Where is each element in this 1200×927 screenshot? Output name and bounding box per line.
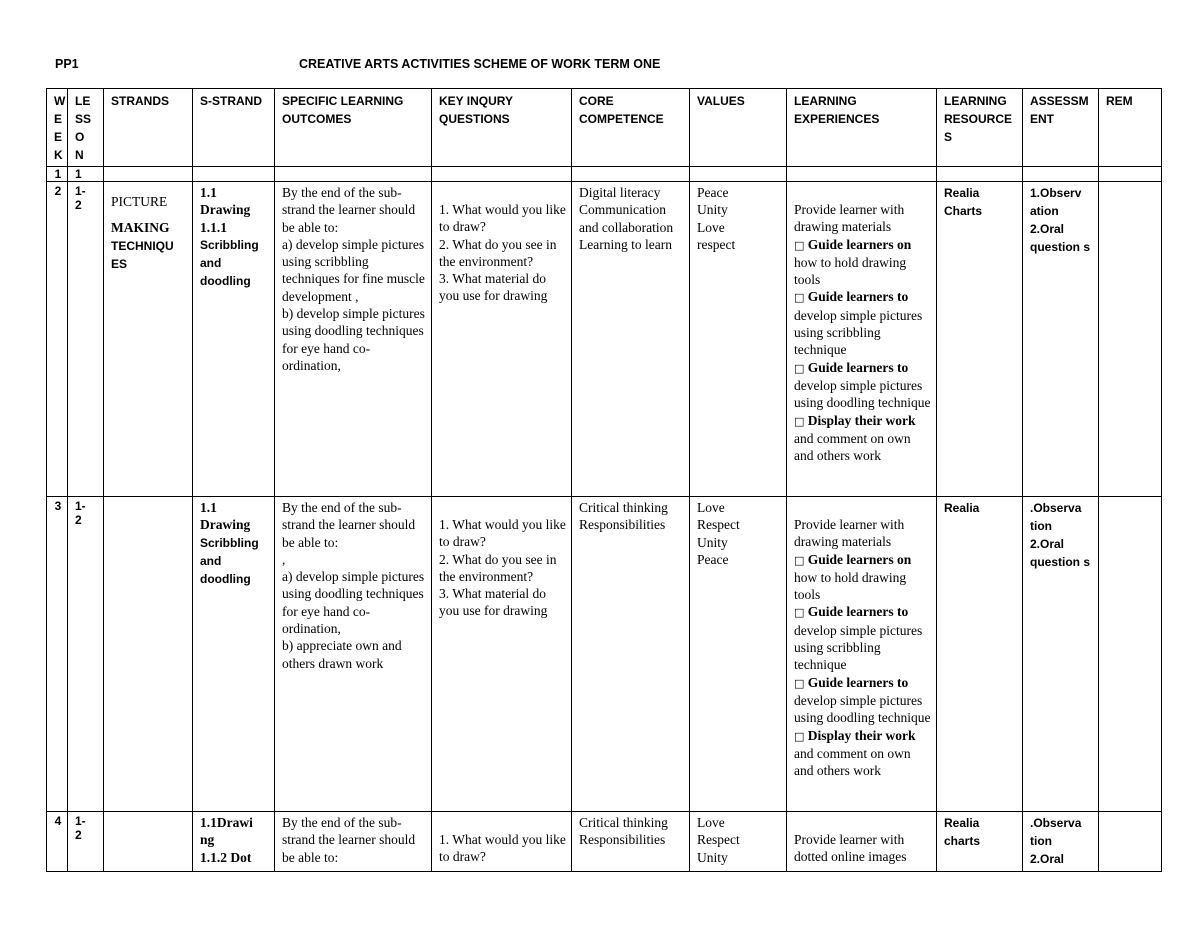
experience-item: □ Guide learners on how to hold drawing tools [794, 551, 912, 603]
col-header-resources: LEARNING RESOURCE S [937, 89, 1023, 167]
col-header-remarks: REM [1099, 89, 1162, 167]
outcomes-cell: By the end of the sub-strand the learner should be able to: , a) develop simple pictures using doodling techniques for eye hand co-ordination, b) appreciate own and others drawn work [275, 497, 432, 812]
questions-text: 1. What would you like to draw? [439, 832, 566, 865]
sub-strand-cell [193, 182, 275, 497]
outcomes-cell: By the end of the sub-strand the learner should be able to: a) develop simple pictures using scribbling techniques for fine muscle development , b) develop simple pictures using doodling techniques for eye hand co-ordination, [275, 182, 432, 497]
strand-text: TECHNIQU ES [111, 238, 174, 271]
class-label: PP1 [55, 57, 79, 71]
sub-strand-text: 1.1.2 Dot [200, 849, 252, 865]
checkbox-bullet-icon: □ [794, 291, 805, 305]
col-header-values: VALUES [690, 89, 787, 167]
experience-item: □ Guide learners on how to hold drawing tools [794, 236, 912, 288]
col-header-experiences: LEARNING EXPERIENCES [787, 89, 937, 167]
values-cell: Love Respect Unity Peace [690, 497, 787, 812]
assessment-cell: 1.Observ ation 2.Oral question s [1023, 182, 1099, 497]
experiences-cell [787, 167, 937, 182]
experience-intro: Provide learner with drawing materials [794, 517, 905, 550]
strand-text: PICTURE [111, 194, 168, 209]
col-header-sub-strand: S-STRAND [193, 89, 275, 167]
lesson-cell: 1- 2 [68, 497, 104, 812]
sub-strand-cell [193, 497, 275, 812]
questions-cell [432, 182, 572, 497]
col-header-questions: KEY INQURY QUESTIONS [432, 89, 572, 167]
resources-cell: Realia [937, 497, 1023, 812]
lesson-cell: 1 [68, 167, 104, 182]
remarks-cell [1099, 497, 1162, 812]
col-header-week: W E E K [47, 89, 68, 167]
table-row [47, 812, 1162, 872]
assessment-cell: .Observa tion 2.Oral question s [1023, 497, 1099, 812]
col-header-competence: CORE COMPETENCE [572, 89, 690, 167]
experiences-cell [787, 182, 937, 497]
scheme-of-work-table [46, 88, 1162, 872]
experience-intro: Provide learner with drawing materials [794, 202, 905, 235]
competence-cell: Digital literacy Communication and collaboration Learning to learn [572, 182, 690, 497]
week-cell: 3 [47, 497, 68, 812]
assessment-cell [1023, 167, 1099, 182]
competence-cell: Critical thinking Responsibilities [572, 812, 690, 872]
table-row [47, 182, 1162, 497]
experience-item: □ Display their work and comment on own and others work [794, 727, 916, 779]
sub-strand-cell [193, 167, 275, 182]
values-cell [690, 167, 787, 182]
col-header-lesson: LE SS O N [68, 89, 104, 167]
experiences-cell [787, 812, 937, 872]
checkbox-bullet-icon: □ [794, 361, 805, 375]
table-row [47, 497, 1162, 812]
col-header-outcomes: SPECIFIC LEARNING OUTCOMES [275, 89, 432, 167]
strand-cell [104, 812, 193, 872]
col-header-strands: STRANDS [104, 89, 193, 167]
competence-cell: Critical thinking Responsibilities [572, 497, 690, 812]
week-cell: 4 [47, 812, 68, 872]
sub-strand-title: 1.1Drawi ng [200, 815, 253, 848]
checkbox-bullet-icon: □ [794, 606, 805, 620]
values-cell: Peace Unity Love respect [690, 182, 787, 497]
strand-cell [104, 497, 193, 812]
experience-item: □ Guide learners to develop simple pictures using doodling technique [794, 359, 931, 411]
resources-cell: Realia Charts [937, 182, 1023, 497]
resources-cell [937, 167, 1023, 182]
col-header-assessment: ASSESSM ENT [1023, 89, 1099, 167]
experience-intro: Provide learner with dotted online images [794, 832, 907, 865]
outcomes-cell: By the end of the sub-strand the learner should be able to: [275, 812, 432, 872]
lesson-cell: 1- 2 [68, 812, 104, 872]
questions-text: 1. What would you like to draw? 2. What do you see in the environment? 3. What material do you use for drawing [439, 202, 566, 304]
sub-strand-title: 1.1 Drawing [200, 500, 251, 533]
checkbox-bullet-icon: □ [794, 238, 805, 252]
week-cell: 1 [47, 167, 68, 182]
competence-cell [572, 167, 690, 182]
remarks-cell [1099, 812, 1162, 872]
resources-cell: Realia charts [937, 812, 1023, 872]
sub-strand-text: Scribbling and doodling [200, 535, 259, 586]
header-row [47, 89, 1162, 167]
sub-strand-cell [193, 812, 275, 872]
questions-text: 1. What would you like to draw? 2. What do you see in the environment? 3. What material do you use for drawing [439, 517, 566, 619]
week-cell: 2 [47, 182, 68, 497]
strand-cell [104, 182, 193, 497]
experience-item: □ Guide learners to develop simple pictures using scribbling technique [794, 604, 923, 673]
checkbox-bullet-icon: □ [794, 729, 805, 743]
remarks-cell [1099, 167, 1162, 182]
remarks-cell [1099, 182, 1162, 497]
assessment-cell: .Observa tion 2.Oral [1023, 812, 1099, 872]
sub-strand-text: Scribbling and doodling [200, 237, 259, 288]
values-cell: Love Respect Unity [690, 812, 787, 872]
strand-text: MAKING [111, 220, 170, 236]
outcomes-cell [275, 167, 432, 182]
questions-cell [432, 497, 572, 812]
experience-item: □ Guide learners to develop simple pictures using scribbling technique [794, 289, 923, 358]
experiences-cell [787, 497, 937, 812]
experience-item: □ Guide learners to develop simple pictures using doodling technique [794, 674, 931, 726]
checkbox-bullet-icon: □ [794, 553, 805, 567]
lesson-cell: 1- 2 [68, 182, 104, 497]
checkbox-bullet-icon: □ [794, 414, 805, 428]
sub-strand-title: 1.1 Drawing 1.1.1 [200, 185, 251, 235]
checkbox-bullet-icon: □ [794, 676, 805, 690]
questions-cell [432, 812, 572, 872]
experience-item: □ Display their work and comment on own and others work [794, 412, 916, 464]
document-title: CREATIVE ARTS ACTIVITIES SCHEME OF WORK TERM ONE [299, 57, 661, 71]
strand-cell [104, 167, 193, 182]
questions-cell [432, 167, 572, 182]
table-row [47, 167, 1162, 182]
